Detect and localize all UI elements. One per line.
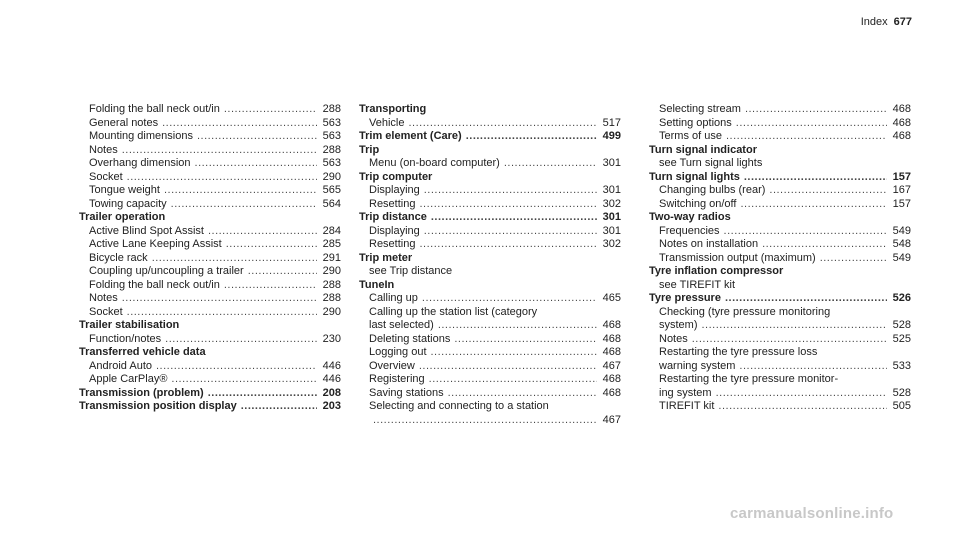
- index-subentry: [79, 130, 341, 144]
- entry-text: Checking (tyre pressure monitoring: [659, 305, 831, 318]
- dot-leader: [224, 103, 317, 117]
- dot-leader: [438, 319, 597, 333]
- entry-text: Transmission output (maximum): [659, 251, 816, 264]
- dot-leader: [431, 211, 597, 225]
- entry-page-number[interactable]: 548: [892, 238, 911, 250]
- entry-text: Apple CarPlay®: [89, 373, 168, 385]
- entry-page-number[interactable]: 528: [892, 386, 911, 399]
- index-subentry: [79, 252, 341, 266]
- index-column-2: [359, 103, 621, 427]
- entry-text: Notes: [659, 332, 688, 345]
- entry-text: Logging out: [369, 346, 427, 358]
- entry-text: Android Auto: [89, 359, 152, 372]
- entry-text: ing system: [659, 386, 712, 399]
- entry-text: Trailer stabilisation: [79, 319, 180, 331]
- index-heading: [359, 279, 621, 293]
- dot-leader: [197, 130, 317, 144]
- entry-page-number[interactable]: 230: [322, 332, 341, 345]
- entry-page-number[interactable]: 301: [602, 184, 621, 196]
- entry-text: Resetting: [369, 238, 416, 250]
- entry-text: Bicycle rack: [89, 251, 148, 264]
- entry-page-number[interactable]: 468: [892, 130, 911, 142]
- index-heading: [359, 130, 621, 144]
- index-subentry: [649, 238, 911, 252]
- index-subentry: [79, 171, 341, 185]
- entry-text: Tongue weight: [89, 184, 160, 196]
- dot-leader: [718, 400, 887, 414]
- entry-page-number[interactable]: 284: [322, 224, 341, 237]
- entry-page-number[interactable]: 468: [602, 346, 621, 358]
- dot-leader: [195, 157, 317, 171]
- dot-leader: [820, 252, 887, 266]
- entry-page-number[interactable]: 517: [602, 116, 621, 129]
- dot-leader: [739, 360, 887, 374]
- entry-page-number[interactable]: 505: [892, 400, 911, 412]
- entry-page-number[interactable]: 468: [602, 332, 621, 345]
- entry-text: Notes: [89, 292, 118, 304]
- entry-text: Trailer operation: [79, 211, 166, 223]
- entry-text: Transmission (problem): [79, 386, 204, 399]
- entry-page-number[interactable]: 285: [322, 238, 341, 250]
- entry-text: system): [659, 319, 698, 331]
- index-subentry: [359, 184, 621, 198]
- dot-leader: [692, 333, 887, 347]
- index-subentry: [359, 117, 621, 131]
- entry-page-number[interactable]: 301: [602, 157, 621, 169]
- index-heading: [649, 171, 911, 185]
- entry-text: last selected): [369, 319, 434, 331]
- entry-page-number[interactable]: 301: [602, 224, 621, 237]
- index-subentry: [649, 198, 911, 212]
- dot-leader: [164, 184, 317, 198]
- dot-leader: [408, 117, 597, 131]
- index-subentry: [359, 400, 621, 414]
- index-subentry: [359, 198, 621, 212]
- entry-page-number[interactable]: 467: [602, 413, 621, 426]
- entry-text: Calling up: [369, 292, 418, 304]
- entry-page-number[interactable]: 468: [602, 373, 621, 385]
- entry-text: Transporting: [359, 103, 427, 115]
- entry-text: Changing bulbs (rear): [659, 184, 766, 196]
- entry-text: Socket: [89, 305, 123, 318]
- index-subentry: [359, 306, 621, 320]
- dot-leader: [122, 292, 317, 306]
- entry-text: Selecting and connecting to a station: [369, 400, 549, 412]
- entry-text: Deleting stations: [369, 332, 451, 345]
- dot-leader: [431, 346, 598, 360]
- entry-text: Overview: [369, 359, 415, 372]
- entry-page-number[interactable]: 563: [322, 116, 341, 129]
- dot-leader: [745, 103, 887, 117]
- index-heading: [79, 346, 341, 360]
- entry-page-number[interactable]: 446: [322, 359, 341, 372]
- index-subentry: [649, 373, 911, 387]
- index-heading: [359, 103, 621, 117]
- index-heading: [649, 292, 911, 306]
- entry-text: Transferred vehicle data: [79, 346, 206, 358]
- entry-text: Displaying: [369, 224, 420, 237]
- index-subentry: [359, 265, 621, 279]
- index-column-3: [649, 103, 911, 414]
- index-subentry: [79, 184, 341, 198]
- index-subentry: [359, 414, 621, 428]
- entry-text: Displaying: [369, 184, 420, 196]
- index-heading: [649, 211, 911, 225]
- index-heading: [79, 319, 341, 333]
- dot-leader: [429, 373, 597, 387]
- dot-leader: [740, 198, 887, 212]
- entry-text: Restarting the tyre pressure monitor-: [659, 373, 839, 385]
- entry-page-number[interactable]: 290: [322, 305, 341, 318]
- dot-leader: [466, 130, 597, 144]
- index-subentry: [79, 279, 341, 293]
- dot-leader: [448, 387, 597, 401]
- entry-page-number[interactable]: 563: [322, 130, 341, 142]
- entry-page-number[interactable]: 302: [602, 238, 621, 250]
- dot-leader: [744, 171, 887, 185]
- index-heading: [649, 144, 911, 158]
- entry-text: Turn signal indicator: [649, 143, 757, 156]
- dot-leader: [454, 333, 597, 347]
- index-subentry: [359, 157, 621, 171]
- index-subentry: [79, 306, 341, 320]
- entry-text: Mounting dimensions: [89, 130, 193, 142]
- entry-text: Notes: [89, 143, 118, 156]
- entry-page-number[interactable]: 528: [892, 319, 911, 331]
- dot-leader: [769, 184, 887, 198]
- entry-text: Calling up the station list (category: [369, 305, 538, 318]
- entry-text: Towing capacity: [89, 197, 167, 210]
- index-subentry: [79, 103, 341, 117]
- entry-text: TuneIn: [359, 278, 395, 291]
- dot-leader: [702, 319, 888, 333]
- entry-text: Overhang dimension: [89, 157, 191, 169]
- index-subentry: [649, 103, 911, 117]
- entry-page-number[interactable]: 288: [322, 278, 341, 291]
- entry-page-number[interactable]: 467: [602, 359, 621, 372]
- index-subentry: [649, 225, 911, 239]
- index-subentry: [649, 333, 911, 347]
- entry-text: Active Blind Spot Assist: [89, 224, 204, 237]
- index-heading: [359, 211, 621, 225]
- entry-text: Switching on/off: [659, 197, 737, 210]
- entry-page-number[interactable]: 564: [322, 197, 341, 210]
- index-subentry: [359, 292, 621, 306]
- dot-leader: [241, 400, 317, 414]
- index-subentry: [79, 198, 341, 212]
- entry-text: Terms of use: [659, 130, 722, 142]
- page-header: [861, 16, 912, 28]
- entry-text: Frequencies: [659, 224, 720, 237]
- index-subentry: [79, 157, 341, 171]
- entry-page-number[interactable]: 526: [892, 292, 911, 304]
- index-subentry: [79, 117, 341, 131]
- dot-leader: [424, 225, 597, 239]
- entry-text: see Trip distance: [369, 265, 453, 277]
- index-subentry: [649, 306, 911, 320]
- entry-page-number[interactable]: 465: [602, 292, 621, 304]
- entry-text: Socket: [89, 170, 123, 183]
- entry-text: Saving stations: [369, 386, 444, 399]
- index-subentry: [649, 130, 911, 144]
- entry-page-number[interactable]: 468: [892, 116, 911, 129]
- index-heading: [649, 265, 911, 279]
- dot-leader: [736, 117, 887, 131]
- index-heading: [79, 387, 341, 401]
- index-subentry: [79, 333, 341, 347]
- entry-page-number[interactable]: 468: [602, 386, 621, 399]
- dot-leader: [373, 414, 597, 428]
- entry-text: warning system: [659, 359, 736, 372]
- index-subentry: [79, 292, 341, 306]
- index-subentry: [649, 346, 911, 360]
- entry-text: Two-way radios: [649, 211, 731, 223]
- entry-text: Tyre pressure: [649, 292, 721, 304]
- dot-leader: [248, 265, 317, 279]
- index-subentry: [359, 319, 621, 333]
- entry-text: Trip: [359, 143, 380, 156]
- index-subentry: [79, 238, 341, 252]
- entry-text: General notes: [89, 116, 159, 129]
- entry-page-number[interactable]: 290: [322, 170, 341, 183]
- dot-leader: [171, 373, 317, 387]
- watermark-text: carmanualsonline.info: [730, 505, 894, 522]
- entry-text: Tyre inflation compressor: [649, 265, 784, 277]
- entry-text: TIREFIT kit: [659, 400, 715, 412]
- dot-leader: [422, 292, 597, 306]
- entry-text: Trip computer: [359, 170, 433, 183]
- dot-leader: [208, 387, 317, 401]
- index-subentry: [359, 360, 621, 374]
- dot-leader: [419, 238, 597, 252]
- entry-page-number[interactable]: 290: [322, 265, 341, 277]
- entry-text: Function/notes: [89, 332, 162, 345]
- dot-leader: [208, 225, 317, 239]
- entry-text: see TIREFIT kit: [659, 278, 736, 291]
- index-subentry: [359, 238, 621, 252]
- entry-page-number[interactable]: 291: [322, 251, 341, 264]
- index-heading: [359, 252, 621, 266]
- dot-leader: [762, 238, 887, 252]
- entry-page-number[interactable]: 549: [892, 251, 911, 264]
- index-subentry: [359, 373, 621, 387]
- index-subentry: [649, 319, 911, 333]
- dot-leader: [127, 171, 317, 185]
- entry-page-number[interactable]: 468: [892, 103, 911, 115]
- dot-leader: [156, 360, 317, 374]
- entry-text: Transmission position display: [79, 400, 237, 412]
- index-subentry: [649, 360, 911, 374]
- dot-leader: [419, 198, 597, 212]
- dot-leader: [165, 333, 317, 347]
- entry-page-number[interactable]: 565: [322, 184, 341, 196]
- entry-page-number[interactable]: 533: [892, 359, 911, 372]
- index-heading: [79, 400, 341, 414]
- entry-page-number[interactable]: 302: [602, 197, 621, 210]
- index-subentry: [359, 387, 621, 401]
- index-subentry: [649, 387, 911, 401]
- index-subentry: [359, 333, 621, 347]
- index-subentry: [359, 225, 621, 239]
- entry-text: Folding the ball neck out/in: [89, 103, 220, 115]
- entry-text: Selecting stream: [659, 103, 741, 115]
- index-subentry: [649, 400, 911, 414]
- entry-page-number[interactable]: 167: [892, 184, 911, 196]
- entry-page-number[interactable]: 157: [892, 170, 911, 183]
- entry-page-number[interactable]: 157: [892, 197, 911, 210]
- index-subentry: [79, 373, 341, 387]
- entry-page-number[interactable]: 563: [322, 157, 341, 169]
- entry-text: Active Lane Keeping Assist: [89, 238, 222, 250]
- entry-page-number[interactable]: 288: [322, 103, 341, 115]
- dot-leader: [726, 130, 887, 144]
- entry-text: see Turn signal lights: [659, 157, 763, 169]
- dot-leader: [226, 238, 317, 252]
- dot-leader: [127, 306, 317, 320]
- dot-leader: [152, 252, 317, 266]
- dot-leader: [224, 279, 317, 293]
- index-subentry: [359, 346, 621, 360]
- dot-leader: [724, 225, 887, 239]
- entry-text: Trip meter: [359, 251, 413, 264]
- index-subentry: [649, 279, 911, 293]
- entry-text: Menu (on-board computer): [369, 157, 500, 169]
- entry-page-number[interactable]: 525: [892, 332, 911, 345]
- entry-text: Coupling up/uncoupling a trailer: [89, 265, 244, 277]
- index-heading: [359, 144, 621, 158]
- section-title: Index: [860, 16, 888, 28]
- dot-leader: [162, 117, 317, 131]
- entry-text: Folding the ball neck out/in: [89, 278, 220, 291]
- dot-leader: [122, 144, 317, 158]
- entry-text: Turn signal lights: [649, 170, 740, 183]
- entry-text: Trip distance: [359, 211, 427, 223]
- index-subentry: [649, 157, 911, 171]
- entry-page-number[interactable]: 203: [322, 400, 341, 412]
- entry-page-number[interactable]: 208: [322, 386, 341, 399]
- index-heading: [359, 171, 621, 185]
- dot-leader: [504, 157, 597, 171]
- entry-page-number[interactable]: 468: [602, 319, 621, 331]
- entry-text: Trim element (Care): [359, 130, 462, 142]
- index-subentry: [649, 117, 911, 131]
- entry-text: Vehicle: [369, 116, 405, 129]
- page-number: 677: [893, 16, 912, 28]
- entry-page-number[interactable]: 288: [322, 292, 341, 304]
- entry-page-number[interactable]: 549: [892, 224, 911, 237]
- index-subentry: [79, 144, 341, 158]
- dot-leader: [725, 292, 887, 306]
- entry-text: Notes on installation: [659, 238, 759, 250]
- entry-page-number[interactable]: 288: [322, 143, 341, 156]
- entry-page-number[interactable]: 446: [322, 373, 341, 385]
- entry-page-number[interactable]: 301: [602, 211, 621, 223]
- index-subentry: [649, 184, 911, 198]
- dot-leader: [171, 198, 317, 212]
- entry-text: Setting options: [659, 116, 732, 129]
- entry-page-number[interactable]: 499: [602, 130, 621, 142]
- index-subentry: [79, 265, 341, 279]
- entry-text: Resetting: [369, 197, 416, 210]
- index-subentry: [79, 360, 341, 374]
- dot-leader: [716, 387, 887, 401]
- dot-leader: [419, 360, 597, 374]
- entry-text: Restarting the tyre pressure loss: [659, 346, 818, 358]
- index-subentry: [79, 225, 341, 239]
- dot-leader: [424, 184, 597, 198]
- index-heading: [79, 211, 341, 225]
- entry-text: Registering: [369, 373, 425, 385]
- index-subentry: [649, 252, 911, 266]
- index-column-1: [79, 103, 341, 414]
